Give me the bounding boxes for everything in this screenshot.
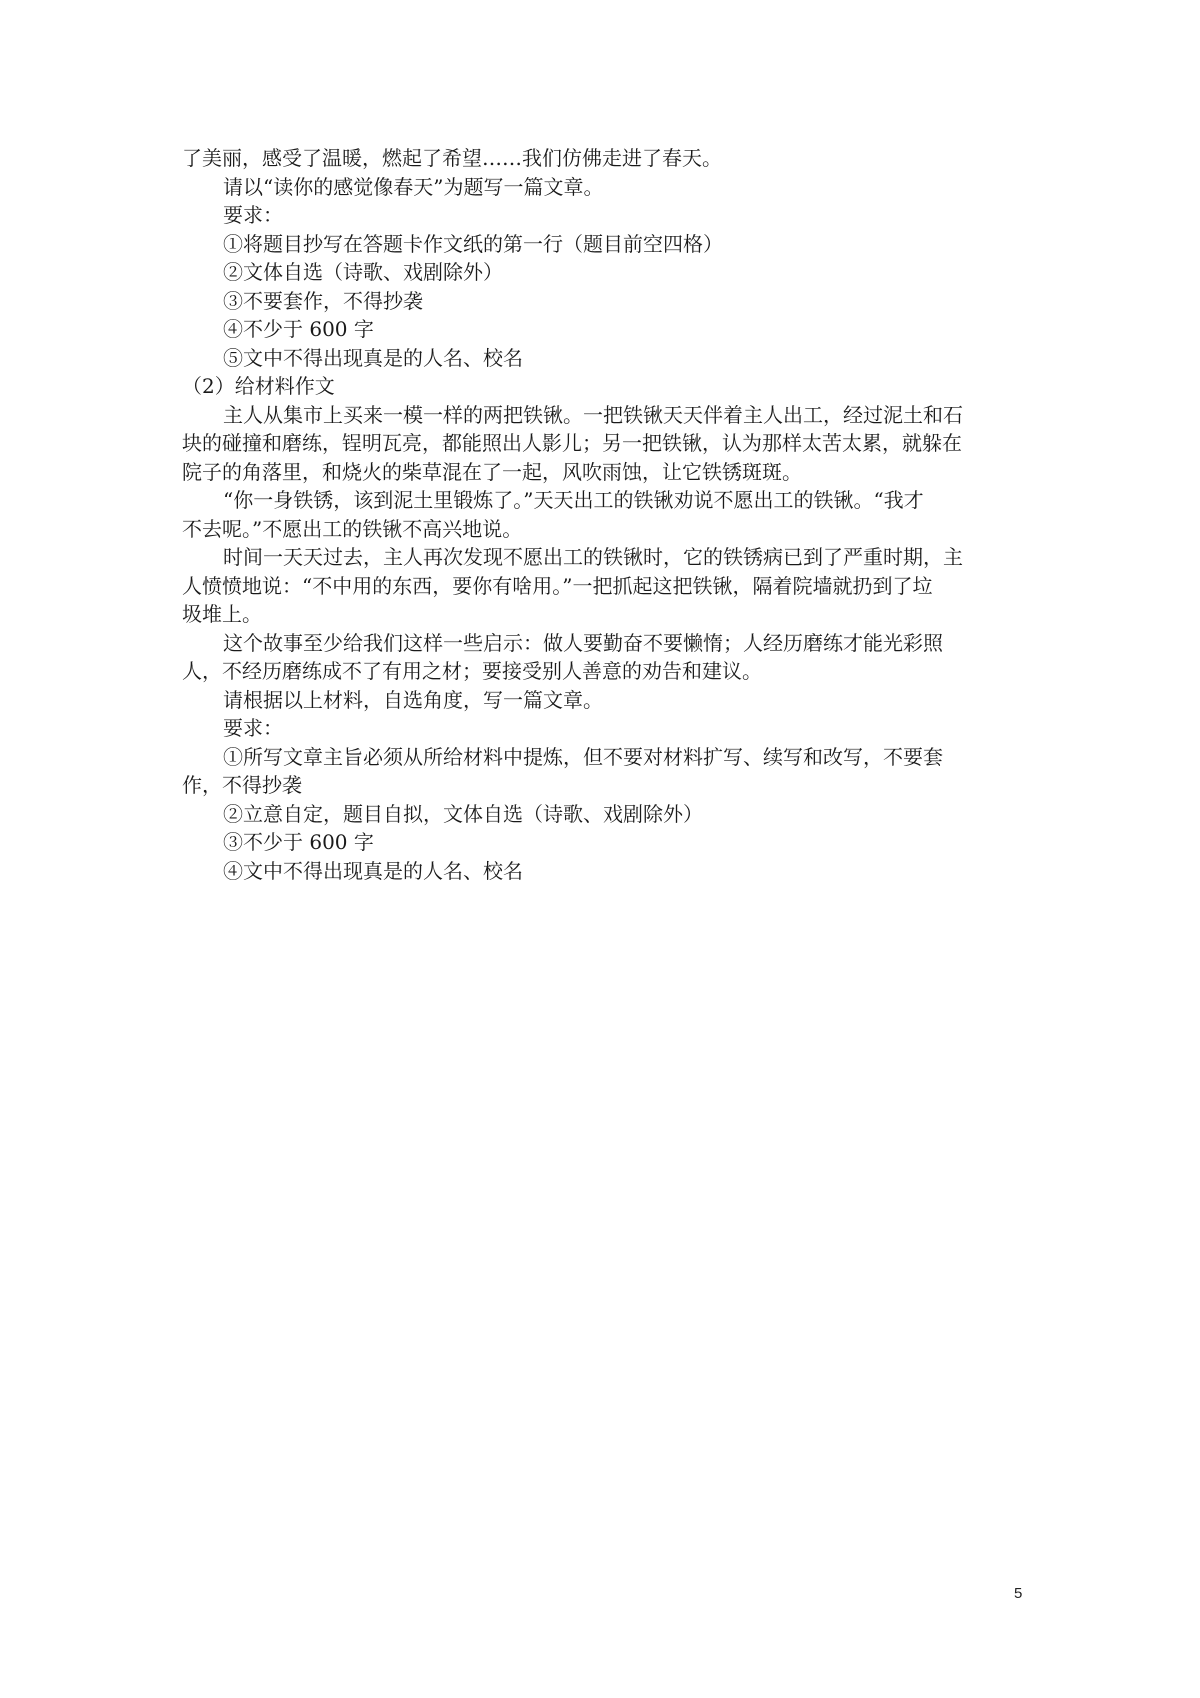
page-number: 5 xyxy=(1014,1585,1023,1602)
text-line: 主人从集市上买来一模一样的两把铁锹。一把铁锹天天伴着主人出工，经过泥土和石 xyxy=(223,402,963,427)
text-line: ④文中不得出现真是的人名、校名 xyxy=(223,858,523,883)
text-line: ③不少于 600 字 xyxy=(223,830,374,854)
document-body xyxy=(182,144,1028,885)
text-line: 要求： xyxy=(223,716,283,740)
text-line: 块的碰撞和磨练，锃明瓦亮，都能照出人影儿；另一把铁锹，认为那样太苦太累，就躲在 xyxy=(182,431,962,455)
text-line: 作，不得抄袭 xyxy=(182,773,302,797)
text-line: ⑤文中不得出现真是的人名、校名 xyxy=(223,345,523,370)
text-line: 不去呢。”不愿出工的铁锹不高兴地说。 xyxy=(182,516,523,541)
text-line: “你一身铁锈，该到泥土里锻炼了。”天天出工的铁锹劝说不愿出工的铁锹。“我才 xyxy=(223,488,924,512)
text-line: 人，不经历磨练成不了有用之材；要接受别人善意的劝告和建议。 xyxy=(182,659,762,683)
text-line: 这个故事至少给我们这样一些启示：做人要勤奋不要懒惰；人经历磨练才能光彩照 xyxy=(223,630,943,655)
text-line: 请根据以上材料，自选角度，写一篇文章。 xyxy=(223,687,603,712)
text-line: 了美丽，感受了温暖，燃起了希望……我们仿佛走进了春天。 xyxy=(182,146,722,170)
text-line: ①将题目抄写在答题卡作文纸的第一行（题目前空四格） xyxy=(223,231,723,256)
text-line: 圾堆上。 xyxy=(182,602,262,626)
text-line: ④不少于 600 字 xyxy=(223,317,374,341)
text-line: 人愤愤地说：“不中用的东西，要你有啥用。”一把抓起这把铁锹，隔着院墙就扔到了垃 xyxy=(182,573,933,598)
text-line: 院子的角落里，和烧火的柴草混在了一起，风吹雨蚀，让它铁锈斑斑。 xyxy=(182,459,802,484)
text-line: ②立意自定，题目自拟，文体自选（诗歌、戏剧除外） xyxy=(223,801,703,826)
text-line: 要求： xyxy=(223,203,283,227)
section-heading: （2）给材料作文 xyxy=(182,374,335,398)
text-line: 时间一天天过去，主人再次发现不愿出工的铁锹时，它的铁锈病已到了严重时期，主 xyxy=(223,545,963,569)
text-line: ①所写文章主旨必须从所给材料中提炼，但不要对材料扩写、续写和改写，不要套 xyxy=(223,744,943,769)
text-line: 请以“读你的感觉像春天”为题写一篇文章。 xyxy=(223,174,604,199)
text-line: ②文体自选（诗歌、戏剧除外） xyxy=(223,260,503,284)
text-line: ③不要套作，不得抄袭 xyxy=(223,288,423,313)
